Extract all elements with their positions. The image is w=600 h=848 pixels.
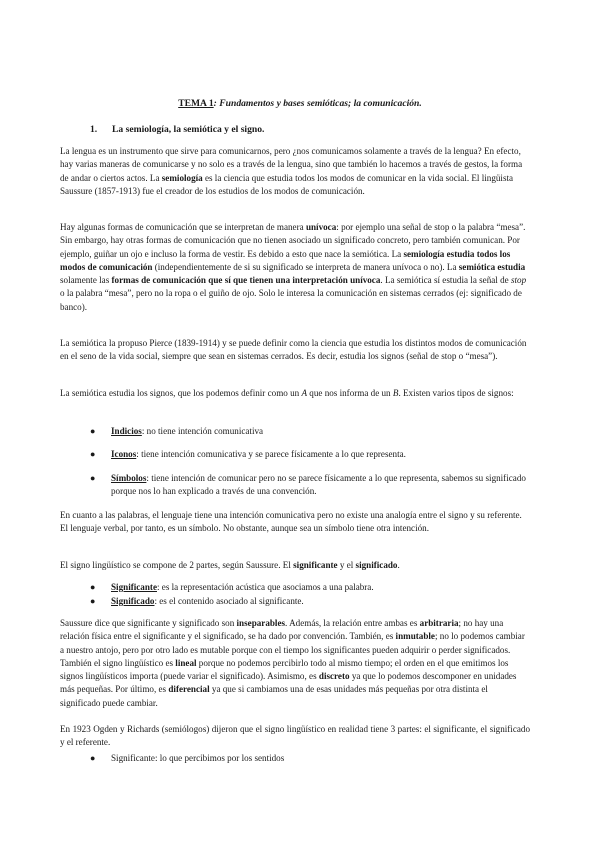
paragraph-palabras: En cuanto a las palabras, el lenguaje tiene una intención comunicativa pero no existe una analogía entre el signo y su referente. El lenguaje verbal, por tanto, es un símbolo. No obstante, aunque sea un símbolo tiene otra intención. bbox=[60, 510, 522, 534]
p6-text-c: . bbox=[397, 560, 400, 570]
bullet-icon: ● bbox=[90, 473, 96, 483]
p4-italic-a: A bbox=[301, 388, 308, 398]
p2-bold-univoca: unívoca bbox=[305, 222, 337, 232]
p7-text-c: ; no hay una relación física entre el significante y el significado, se ha dado por convención. También, es bbox=[60, 618, 504, 642]
part-text: : es el contenido asociado al significante. bbox=[154, 596, 304, 606]
p7-text-e: porque no podemos percibirlo todo al mismo tiempo; el orden en el que emitimos los signos lingüísticos importa (puede variar el significado). Asimismo, es bbox=[60, 657, 509, 682]
last-bullet-text: Significante: lo que percibimos por los sentidos bbox=[111, 753, 285, 763]
p7-bold-diferencial: diferencial bbox=[168, 684, 210, 695]
sign-term: Símbolos bbox=[111, 473, 147, 483]
p7-text-f: ya que lo podemos descomponer en unidades más pequeñas. Por último, es bbox=[60, 671, 517, 695]
section-heading bbox=[90, 124, 264, 135]
bullet-icon: ● bbox=[90, 426, 96, 436]
p4-italic-b: B bbox=[392, 388, 399, 398]
p2-text-c: : por ejemplo una señal de stop o la palabra “mesa”. Sin embargo, hay otras formas de comunicación que no tienen asociado un significado concreto, pero también comunican. Por ejemplo, guiñar un ojo e incluso la forma de vestir. Es debido a esto que nace la semiótica. La bbox=[60, 222, 526, 259]
p4-text-c: . Existen varios tipos de signos: bbox=[398, 388, 514, 398]
p2-italic-stop: stop bbox=[510, 275, 527, 286]
p2-text-e: solamente las bbox=[60, 275, 112, 286]
p7-bold-inseparables: inseparables bbox=[236, 618, 286, 628]
p1-text-c: es la ciencia que estudia todos los modos de comunicar en la vida social. El lingüista Saussure (1857-1913) fue el creador de los estudios de los modos de comunicación. bbox=[60, 172, 514, 196]
sign-term: Iconos bbox=[111, 449, 137, 459]
p7-bold-lineal: lineal bbox=[175, 657, 197, 668]
section-number: 1. bbox=[90, 124, 98, 135]
sign-text: : tiene intención comunicativa y se parece físicamente a lo que representa. bbox=[136, 449, 406, 459]
p7-text-g: ya que si cambiamos una de esas unidades más pequeñas por otra distinta el significado puede cambiar. bbox=[60, 684, 488, 708]
sign-term: Indicios bbox=[111, 426, 142, 436]
part-text: : es la representación acústica que asociamos a una palabra. bbox=[156, 582, 374, 592]
title-rest: : Fundamentos y bases semióticas; la comunicación. bbox=[213, 98, 422, 109]
p2-bold-semiologia: semiología estudia todos los modos de comunicación bbox=[60, 248, 511, 272]
p6-text-b: y el bbox=[337, 560, 356, 570]
p6-bold-significante: significante bbox=[293, 560, 338, 570]
p7-bold-arbitraria: arbitraria bbox=[419, 618, 459, 628]
sign-text: : tiene intención de comunicar pero no se parece físicamente a lo que representa, sabemos su significado porque nos lo han explicado a través de una convención. bbox=[111, 473, 526, 497]
p2-text-d: (independientemente de si su significado se interpreta de manera unívoca o no). La bbox=[152, 261, 459, 272]
page-title bbox=[0, 98, 600, 109]
bullet-icon: ● bbox=[90, 753, 96, 763]
paragraph-lengua bbox=[60, 145, 530, 198]
p2-text-f: . La semiótica sí estudia la señal de bbox=[380, 275, 511, 286]
part-term: Significante bbox=[111, 582, 157, 592]
p2-text-a: Hay algunas formas de comunicación que se interpretan de manera bbox=[60, 222, 306, 232]
part-term: Significado bbox=[111, 596, 155, 606]
p6-bold-significado: significado bbox=[355, 560, 398, 570]
bullet-icon: ● bbox=[90, 596, 96, 606]
paragraph-formas bbox=[60, 221, 530, 314]
p2-bold-semiotica: semiótica estudia bbox=[458, 261, 526, 272]
bullet-icon: ● bbox=[90, 449, 96, 459]
section-label: La semiología, la semiótica y el signo. bbox=[112, 124, 265, 135]
paragraph-ogden: En 1923 Ogden y Richards (semiólogos) dijeron que el signo lingüístico en realidad tiene 3 partes: el significante, el significado y el referente. bbox=[60, 724, 530, 748]
bullet-icon: ● bbox=[90, 582, 96, 592]
p7-text-b: . Además, la relación entre ambas es bbox=[285, 618, 420, 628]
p7-text-a: Saussure dice que significante y significado son bbox=[60, 618, 237, 628]
title-prefix: TEMA 1 bbox=[178, 98, 214, 109]
p6-text-a: El signo lingüístico se compone de 2 partes, según Saussure. El bbox=[60, 560, 294, 570]
p2-bold-formas: formas de comunicación que sí que tienen una interpretación unívoca bbox=[111, 275, 381, 286]
p4-text-b: que nos informa de un bbox=[307, 388, 393, 398]
sign-text: : no tiene intención comunicativa bbox=[141, 426, 264, 436]
paragraph-propiedades bbox=[60, 617, 530, 710]
p4-text-a: La semiótica estudia los signos, que los podemos definir como un bbox=[60, 388, 302, 398]
paragraph-saussure-partes bbox=[60, 559, 530, 572]
p1-bold-semiologia: semiología bbox=[161, 172, 203, 183]
p7-text-d: ; no lo podemos cambiar a nuestro antojo, pero por otro lado es mutable porque con el tiempo los significantes pueden adquirir o perder significados. También el signo lingüístico es bbox=[60, 631, 525, 668]
p1-text-a: La lengua es un instrumento que sirve para comunicarnos, pero ¿nos comunicamos solamente a través de la lengua? En efecto, hay varias maneras de comunicarse y no solo es a través de la lengua, sino que también lo hacemos a través de gestos, la forma de andar o ciertos actos. La bbox=[60, 146, 523, 183]
paragraph-signos bbox=[60, 387, 530, 400]
paragraph-pierce: La semiótica la propuso Pierce (1839-1914) y se puede definir como la ciencia que estudia los distintos modos de comunicación en el seno de la vida social, siempre que sean en sistemas cerrados. Es decir, estudia los signos (señal de stop o “mesa”). bbox=[60, 338, 527, 362]
p7-bold-inmutable: inmutable bbox=[395, 631, 435, 642]
p7-bold-discreto: discreto bbox=[318, 671, 350, 682]
p2-text-g: o la palabra “mesa”, pero no la ropa o el guiño de ojo. Solo le interesa la comunicación en sistemas cerrados (ej: significado de banco). bbox=[60, 288, 522, 312]
